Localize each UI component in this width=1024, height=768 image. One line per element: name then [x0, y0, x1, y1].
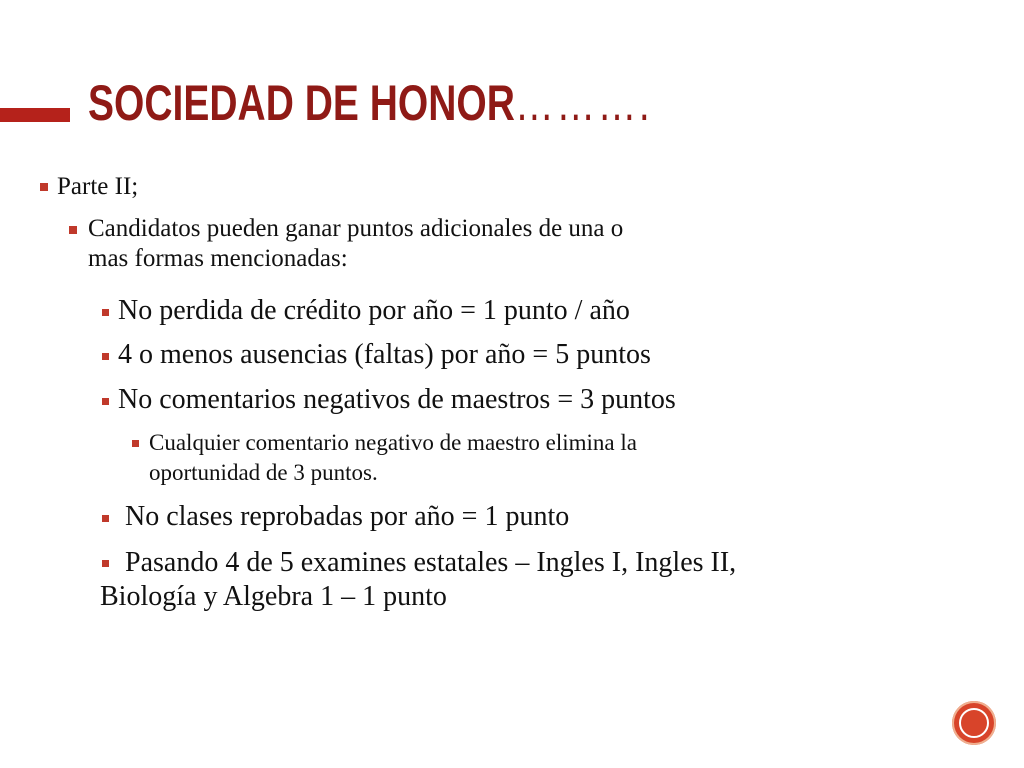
square-bullet-icon: [102, 353, 109, 360]
list-item-level3: [118, 383, 676, 417]
list-item-text-line2: mas formas mencionadas:: [88, 245, 348, 272]
list-item-level2: [88, 214, 623, 274]
list-item-text: 4 o menos ausencias (faltas) por año = 5 puntos: [118, 339, 651, 370]
list-item-text: No perdida de crédito por año = 1 punto / año: [118, 295, 630, 326]
slide-title-text: SOCIEDAD DE HONOR: [88, 75, 515, 131]
square-bullet-icon: [102, 398, 109, 405]
list-item-level3: [118, 500, 569, 534]
badge-ring: [959, 708, 989, 738]
list-item-text-line1: Candidatos pueden ganar puntos adicionales de una o: [88, 215, 624, 242]
circle-badge-icon: [952, 701, 996, 745]
list-item-text-line2: Biología y Algebra 1 – 1 punto: [100, 581, 447, 612]
slide-title-dots: ……….: [514, 75, 653, 131]
square-bullet-icon: [132, 440, 139, 447]
list-item-text-line1: Cualquier comentario negativo de maestro elimina la: [149, 430, 637, 455]
list-item-text-line1: Pasando 4 de 5 examines estatales – Ingles I, Ingles II,: [118, 547, 737, 578]
list-item-level1: [57, 172, 138, 202]
title-accent-bar: [0, 108, 70, 122]
list-item-text-line2: oportunidad de 3 puntos.: [149, 460, 378, 485]
list-item-level4: [149, 428, 637, 488]
slide-title: [88, 74, 652, 132]
list-item-text: Parte II;: [57, 173, 139, 200]
square-bullet-icon: [102, 309, 109, 316]
square-bullet-icon: [102, 515, 109, 522]
square-bullet-icon: [69, 226, 77, 234]
square-bullet-icon: [40, 183, 48, 191]
list-item-text: No clases reprobadas por año = 1 punto: [118, 501, 570, 532]
list-item-text: No comentarios negativos de maestros = 3 puntos: [118, 384, 676, 415]
list-item-level3: [100, 546, 736, 614]
list-item-level3: [118, 294, 630, 328]
list-item-level3: [118, 338, 651, 372]
